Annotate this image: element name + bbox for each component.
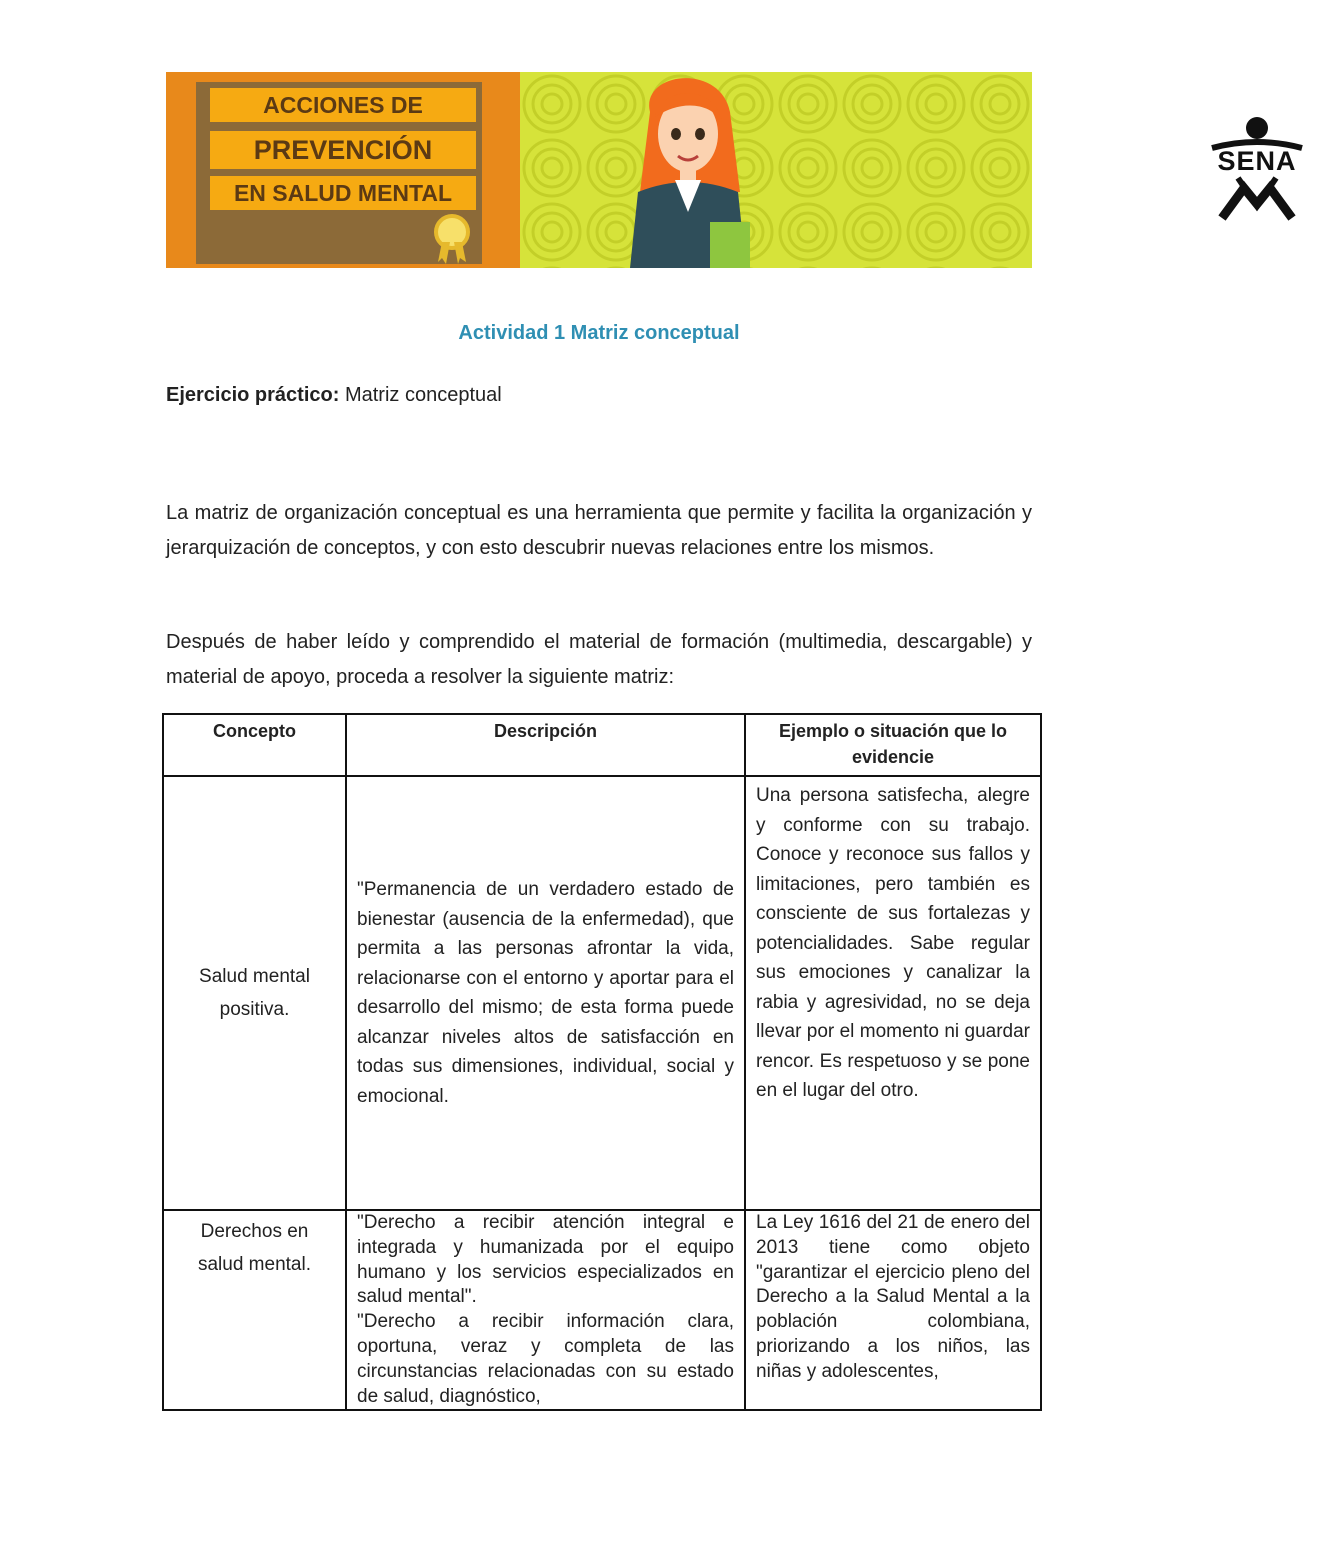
- exercise-value: Matriz conceptual: [339, 384, 502, 406]
- banner-title-panel: [166, 72, 520, 268]
- header-concept: Concepto: [163, 714, 346, 776]
- exercise-label: Ejercicio práctico:: [166, 384, 340, 406]
- concept-text: Salud mental positiva.: [199, 966, 310, 1020]
- description-cell: [346, 1210, 745, 1410]
- header-banner: [166, 72, 1297, 268]
- sena-logo: [1186, 98, 1328, 240]
- ribbon-icon: [438, 242, 466, 264]
- concept-cell: [163, 776, 346, 1210]
- banner-line-1: ACCIONES DE: [210, 88, 476, 122]
- banner-line-3: EN SALUD MENTAL: [210, 176, 476, 210]
- header-example: Ejemplo o situación que lo evidencie: [745, 714, 1041, 776]
- banner-line-2: PREVENCIÓN: [210, 131, 476, 169]
- instruction-paragraph: Después de haber leído y comprendido el material de formación (multimedia, descargable) y material de apoyo, proceda a resolver la siguiente matriz:: [166, 631, 1032, 688]
- exercise-line: [166, 384, 1032, 407]
- conceptual-matrix-table: [162, 713, 1042, 1411]
- header-description: Descripción: [346, 714, 745, 776]
- table-row: [163, 776, 1041, 1210]
- concept-text: Derechos en salud mental.: [197, 1221, 311, 1275]
- description-part-1: "Derecho a recibir atención integral e integrada y humanizada por el equipo humano y los servicios especializados en salud mental".: [357, 1212, 734, 1308]
- example-cell: [745, 1210, 1041, 1410]
- description-cell: "Permanencia de un verdadero estado de bienestar (ausencia de la enfermedad), que permita a las personas afrontar la vida, relacionarse con el entorno y aportar para el desarrollo del mismo; de esta forma puede alcanzar niveles altos de satisfacción en todas sus dimensiones, individual, social y emocional.: [346, 776, 745, 1210]
- example-cell: Una persona satisfecha, alegre y conforme con su trabajo. Conoce y reconoce sus fallos y limitaciones, pero también es consciente de sus fortalezas y potencialidades. Sabe regular sus emociones y canalizar la rabia y agresividad, no se deja llevar por el momento ni guardar rencor. Es respetuoso y se pone en el lugar del otro.: [745, 776, 1041, 1210]
- page-title: Actividad 1 Matriz conceptual: [458, 322, 740, 344]
- sena-logo-text: SENA: [1217, 146, 1297, 176]
- table-header-row: [163, 714, 1041, 776]
- intro-paragraph: La matriz de organización conceptual es una herramienta que permite y facilita la organización y jerarquización de conceptos, y con esto descubrir nuevas relaciones entre los mismos.: [166, 502, 1032, 559]
- table-row: [163, 1210, 1041, 1410]
- concept-cell: [163, 1210, 346, 1410]
- description-part-2: "Derecho a recibir información clara, oportuna, veraz y completa de las circunstancias relacionadas con su estado de salud, diagnóstico,: [357, 1311, 734, 1407]
- description-clip: [357, 1211, 734, 1407]
- example-clip: La Ley 1616 del 21 de enero del 2013 tiene como objeto "garantizar el ejercicio pleno del Derecho a la Salud Mental a la población colombiana, priorizando a los niños, las niñas y adolescentes,: [756, 1212, 1030, 1382]
- banner-illustration: [520, 72, 1297, 268]
- circle-pattern-illustration: [520, 72, 1032, 268]
